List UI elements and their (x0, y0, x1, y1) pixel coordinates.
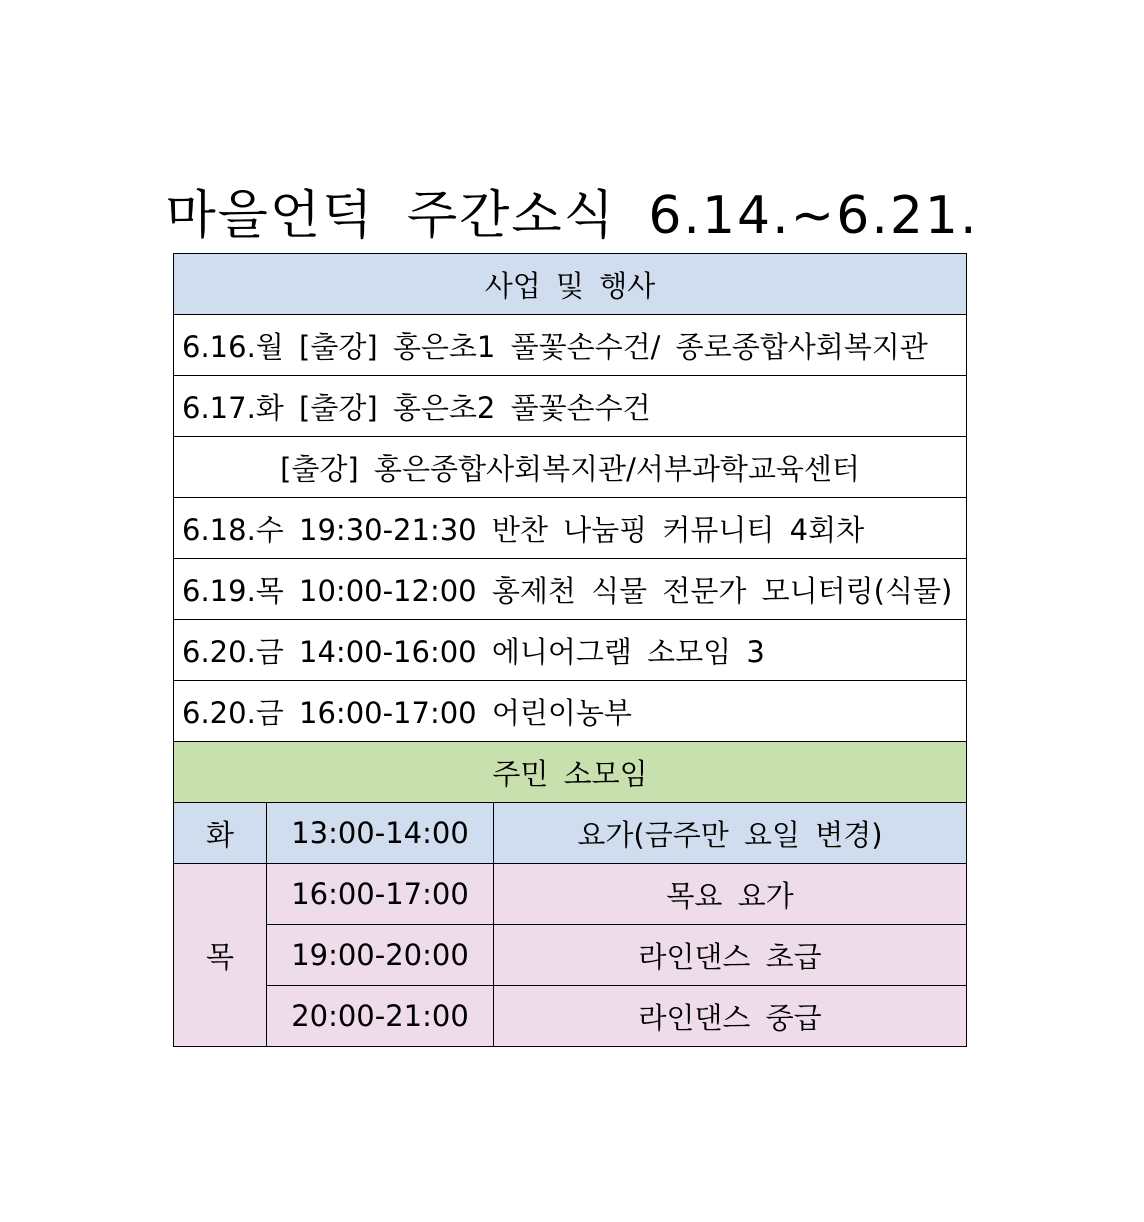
weekly-news-table (173, 253, 967, 1047)
event-item: 6.16.월 [출강] 홍은초1 풀꽃손수건/ 종로종합사회복지관 (174, 315, 967, 376)
group-row (174, 986, 967, 1047)
group-row (174, 803, 967, 864)
events-header-row (174, 254, 967, 315)
time-cell: 20:00-21:00 (267, 986, 494, 1047)
event-row (174, 315, 967, 376)
activity-cell: 라인댄스 초급 (494, 925, 967, 986)
activity-cell: 요가(금주만 요일 변경) (494, 803, 967, 864)
day-cell-thursday: 목 (174, 864, 267, 1047)
event-item: 6.20.금 16:00-17:00 어린이농부 (174, 681, 967, 742)
time-cell: 19:00-20:00 (267, 925, 494, 986)
event-item: 6.19.목 10:00-12:00 홍제천 식물 전문가 모니터링(식물) (174, 559, 967, 620)
time-cell: 16:00-17:00 (267, 864, 494, 925)
event-item: 6.20.금 14:00-16:00 에니어그램 소모임 3 (174, 620, 967, 681)
page-title: 마을언덕 주간소식 6.14.~6.21. (165, 186, 979, 246)
groups-section-header: 주민 소모임 (174, 742, 967, 803)
event-row (174, 498, 967, 559)
event-row (174, 559, 967, 620)
groups-header-row (174, 742, 967, 803)
activity-cell: 라인댄스 중급 (494, 986, 967, 1047)
event-item: 6.17.화 [출강] 홍은초2 풀꽃손수건 (174, 376, 967, 437)
group-row (174, 864, 967, 925)
event-item: 6.18.수 19:30-21:30 반찬 나눔핑 커뮤니티 4회차 (174, 498, 967, 559)
event-row (174, 437, 967, 498)
time-cell: 13:00-14:00 (267, 803, 494, 864)
event-item: [출강] 홍은종합사회복지관/서부과학교육센터 (174, 437, 967, 498)
day-cell-tuesday: 화 (174, 803, 267, 864)
events-section-header: 사업 및 행사 (174, 254, 967, 315)
event-row (174, 620, 967, 681)
event-row (174, 376, 967, 437)
event-row (174, 681, 967, 742)
activity-cell: 목요 요가 (494, 864, 967, 925)
group-row (174, 925, 967, 986)
